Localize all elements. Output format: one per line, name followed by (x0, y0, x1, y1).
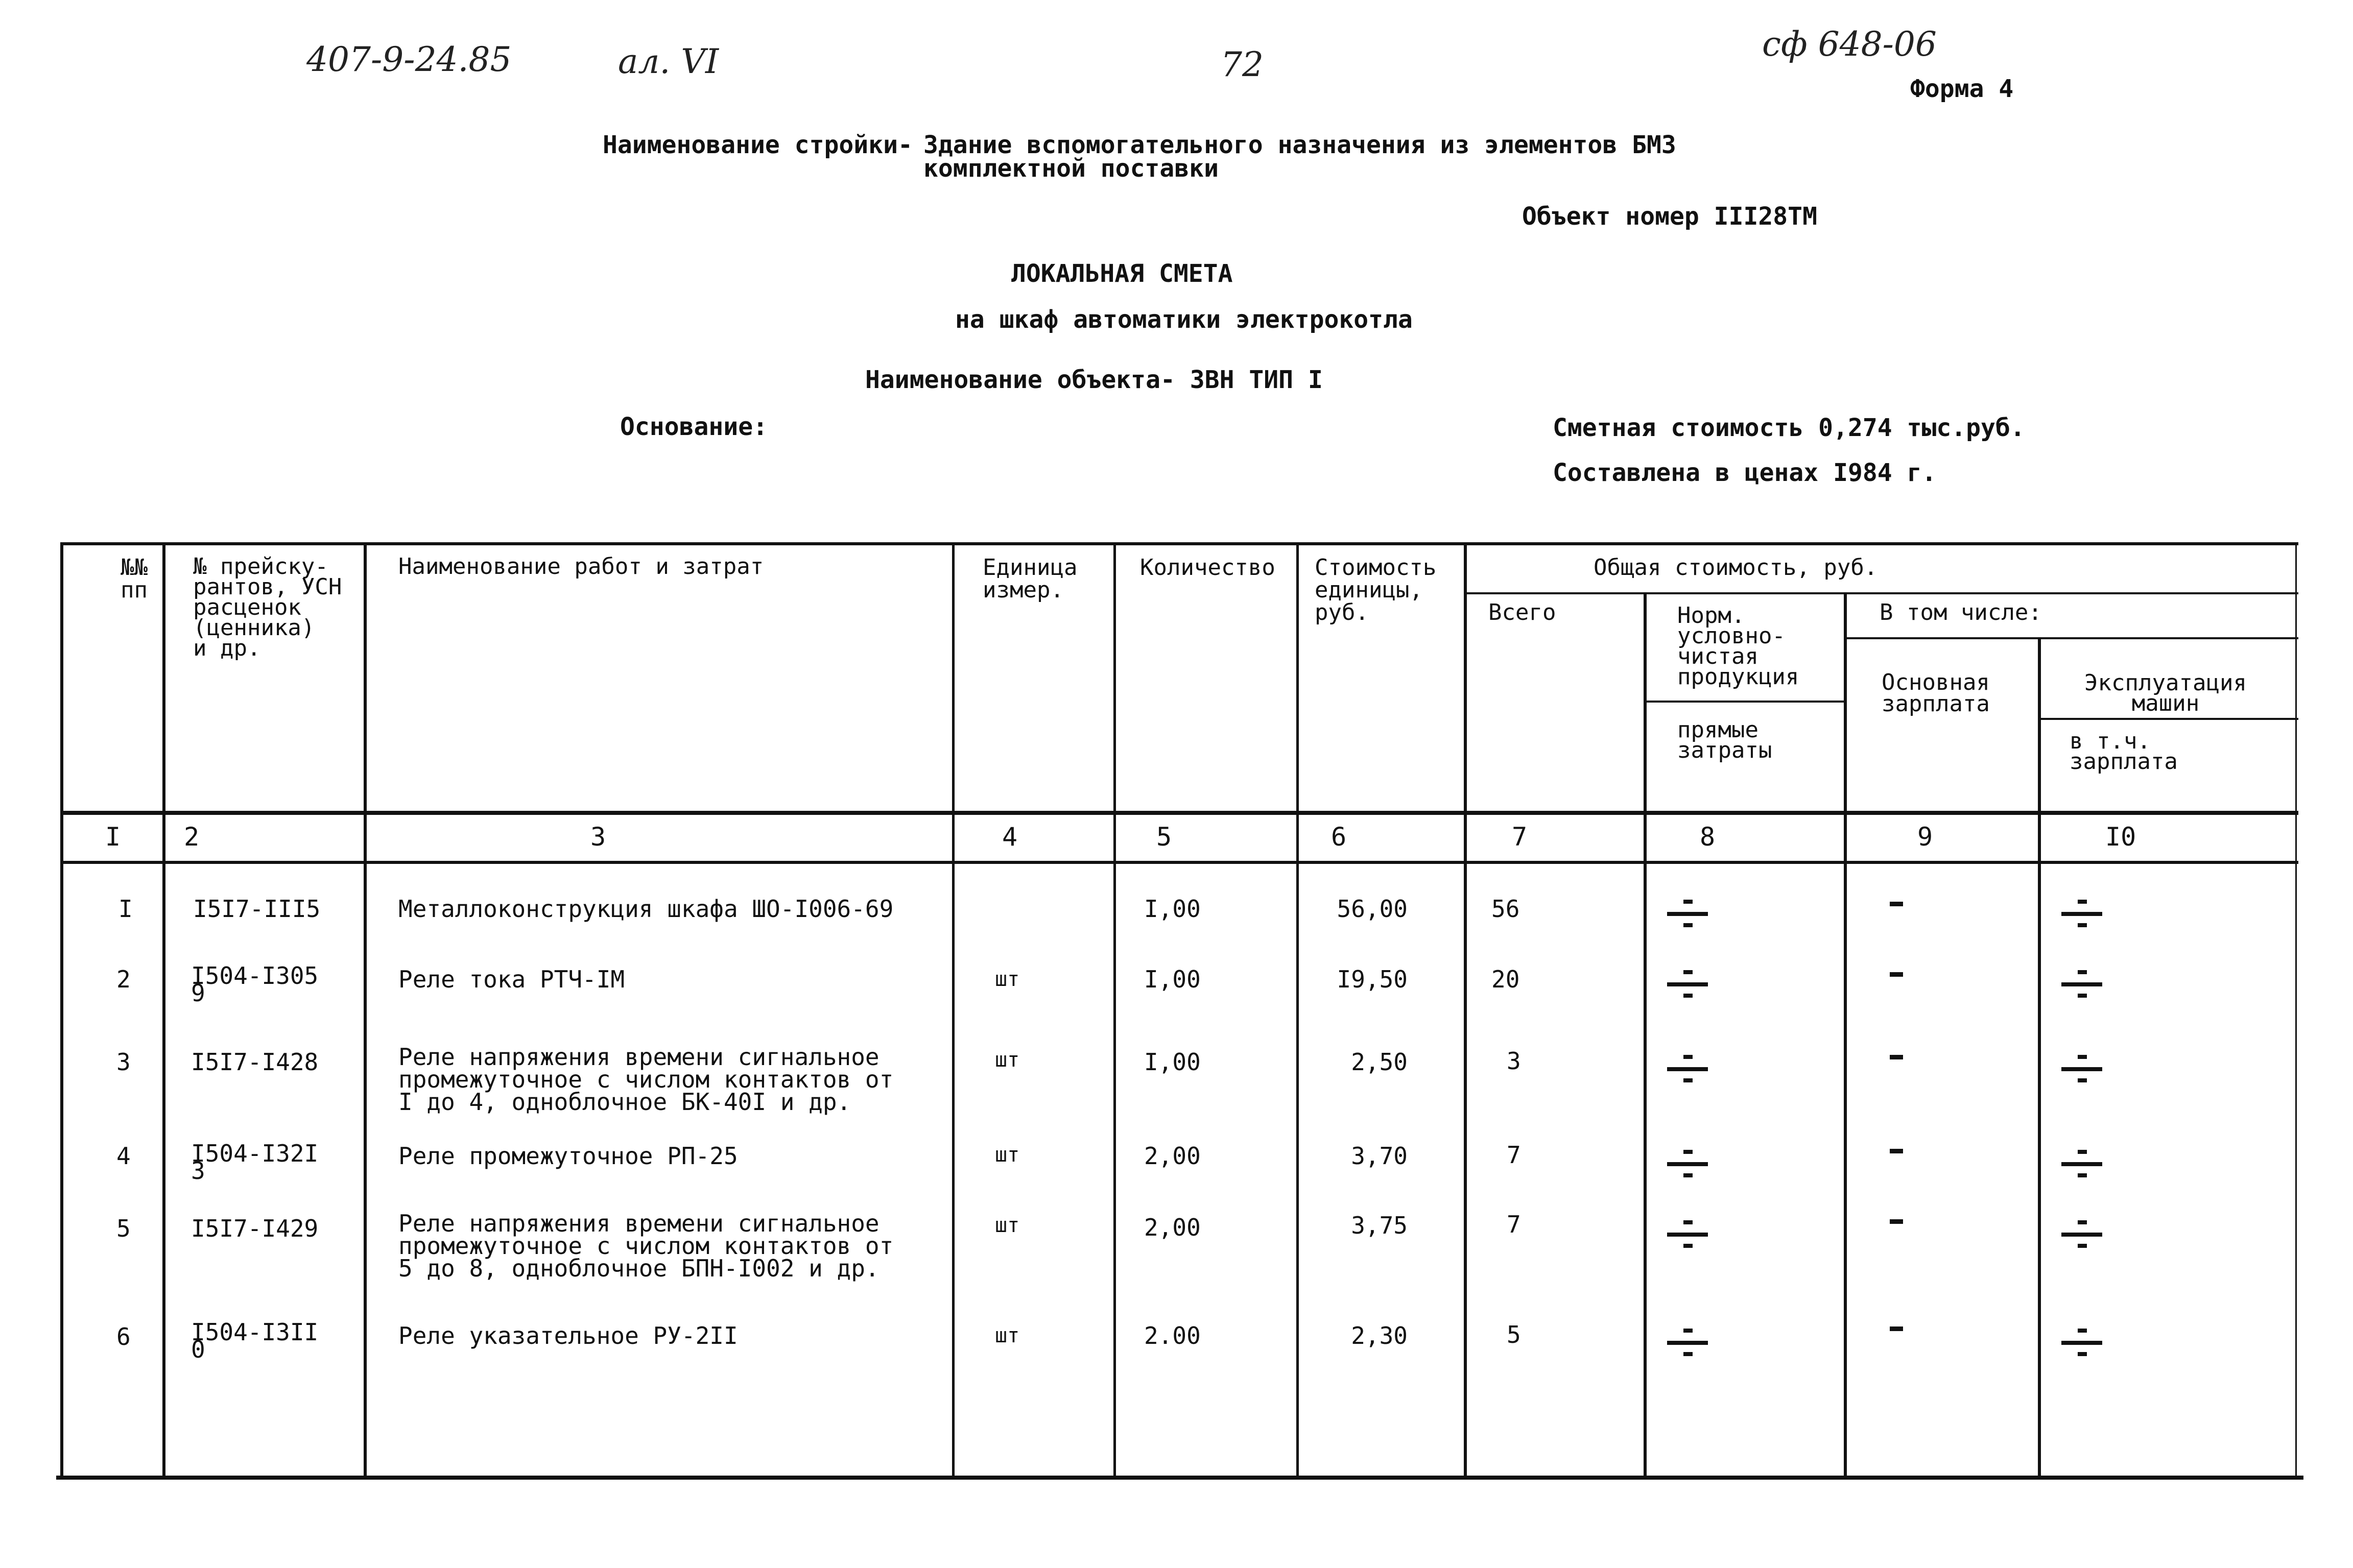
header-unit-cost: Стоимость единицы, руб. (1315, 554, 1437, 625)
header-total-cost: Общая стоимость, руб. (1594, 554, 1878, 581)
row-name: Реле напряжения времени сигнальное промежуточное с числом контактов от I до 4, одноблочное БК-40I и др. (398, 1043, 894, 1116)
header-normative-production: Норм. условно- чистая продукция (1677, 602, 1799, 690)
handwritten-code: 407-9-24.85 (306, 40, 512, 79)
handwritten-album: ал. VI (618, 42, 719, 81)
row-number: 2 (116, 966, 131, 993)
row-number: 3 (116, 1048, 131, 1076)
header-work-name: Наименование работ и затрат (398, 553, 764, 580)
row-quantity: 2,00 (1144, 1214, 1201, 1241)
row-number: I (118, 895, 133, 923)
dash-mark (1890, 902, 1903, 906)
col-number-2: 2 (184, 822, 200, 852)
row-unit-price: 3,75 (1351, 1212, 1408, 1239)
row-name: Реле напряжения времени сигнальное промежуточное с числом контактов от 5 до 8, одноблочное БПН-I002 и др. (398, 1210, 894, 1282)
divide-icon (1667, 1214, 1708, 1255)
row-number: 4 (116, 1142, 131, 1170)
divide-icon (2061, 894, 2102, 934)
header-including: В том числе: (1880, 599, 2042, 625)
row-code: I504-I3II 0 (191, 1318, 319, 1363)
document-subtitle: на шкаф автоматики электрокотла (955, 305, 1413, 334)
row-name: Реле тока РТЧ-IМ (398, 966, 625, 993)
construction-label: Наименование стройки- (603, 131, 913, 159)
header-unit: Единица измер. (983, 554, 1078, 603)
row-unit: шт (995, 968, 1020, 991)
header-machine-operation: Эксплуатация машин (2084, 670, 2247, 716)
col-number-5: 5 (1156, 822, 1172, 852)
basis-label: Основание: (620, 413, 768, 441)
col-number-7: 7 (1512, 822, 1528, 852)
row-total: 5 (1507, 1321, 1521, 1348)
dash-mark (1890, 1219, 1903, 1224)
object-name: Наименование объекта- ЗВН ТИП I (865, 366, 1323, 394)
divide-icon (2061, 1049, 2102, 1090)
row-unit-price: 2,50 (1351, 1048, 1408, 1076)
dash-mark (1890, 1055, 1903, 1059)
col-number-1: I (105, 822, 121, 852)
row-unit: шт (995, 1048, 1020, 1072)
row-unit: шт (995, 1143, 1020, 1167)
object-number: Объект номер III28ТМ (1522, 202, 1817, 231)
row-total: 7 (1507, 1211, 1521, 1238)
header-total: Всего (1488, 599, 1556, 625)
row-name: Металлоконструкция шкафа ШО-I006-69 (398, 895, 894, 923)
row-code: I5I7-III5 (193, 895, 321, 923)
row-unit-price: I9,50 (1337, 966, 1408, 993)
row-unit-price: 3,70 (1351, 1142, 1408, 1170)
row-number: 6 (116, 1323, 131, 1350)
divide-icon (1667, 894, 1708, 934)
construction-name-line1: Здание вспомогательного назначения из элементов БМЗ (923, 131, 1676, 159)
header-base-salary: Основная зарплата (1882, 669, 1990, 717)
row-unit: шт (995, 1324, 1020, 1347)
col-number-10: I0 (2105, 822, 2136, 852)
row-quantity: I,00 (1144, 1048, 1201, 1076)
row-quantity: I,00 (1144, 895, 1201, 923)
row-total: 20 (1491, 966, 1520, 993)
divide-icon (2061, 1144, 2102, 1185)
estimate-cost: Сметная стоимость 0,274 тыс.руб. (1553, 414, 2025, 442)
row-total: 3 (1507, 1047, 1521, 1075)
row-quantity: 2.00 (1144, 1322, 1201, 1349)
col-number-3: 3 (590, 822, 606, 852)
form-label: Форма 4 (1910, 75, 2014, 103)
divide-icon (2061, 1322, 2102, 1363)
divide-icon (1667, 964, 1708, 1005)
header-quantity: Количество (1140, 554, 1275, 581)
prices-year: Составлена в ценах I984 г. (1553, 459, 1937, 487)
row-unit: шт (995, 1214, 1020, 1237)
construction-name-line2: комплектной поставки (923, 154, 1219, 183)
row-code: I5I7-I428 (191, 1048, 319, 1076)
dash-mark (1890, 1326, 1903, 1331)
handwritten-reference: сф 648-06 (1762, 25, 1937, 64)
row-quantity: 2,00 (1144, 1142, 1201, 1170)
divide-icon (1667, 1322, 1708, 1363)
header-direct-costs: прямые затраты (1677, 717, 1772, 763)
header-machine-salary: в т.ч. зарплата (2070, 728, 2178, 775)
divide-icon (1667, 1144, 1708, 1185)
col-number-9: 9 (1917, 822, 1933, 852)
col-number-6: 6 (1331, 822, 1347, 852)
col-number-4: 4 (1002, 822, 1018, 852)
row-quantity: I,00 (1144, 966, 1201, 993)
dash-mark (1890, 972, 1903, 977)
dash-mark (1890, 1149, 1903, 1153)
row-number: 5 (116, 1215, 131, 1242)
row-unit-price: 2,30 (1351, 1322, 1408, 1349)
row-name: Реле указательное РУ-2II (398, 1322, 738, 1349)
row-code: I504-I305 9 (191, 962, 319, 1007)
row-unit-price: 56,00 (1337, 895, 1408, 923)
row-code: I5I7-I429 (191, 1215, 319, 1242)
header-price-list: № прейску- рантов, УСН расценок (ценника) и др. (193, 553, 342, 661)
document-title: ЛОКАЛЬНАЯ СМЕТА (1011, 259, 1233, 288)
divide-icon (1667, 1049, 1708, 1090)
row-code: I504-I32I 3 (191, 1140, 319, 1185)
header-row-number: №№ пп (121, 554, 148, 603)
divide-icon (2061, 1214, 2102, 1255)
row-name: Реле промежуточное РП-25 (398, 1142, 738, 1170)
row-total: 56 (1491, 895, 1520, 923)
col-number-8: 8 (1700, 822, 1716, 852)
row-total: 7 (1507, 1141, 1521, 1169)
divide-icon (2061, 964, 2102, 1005)
handwritten-page-number: 72 (1221, 45, 1264, 84)
